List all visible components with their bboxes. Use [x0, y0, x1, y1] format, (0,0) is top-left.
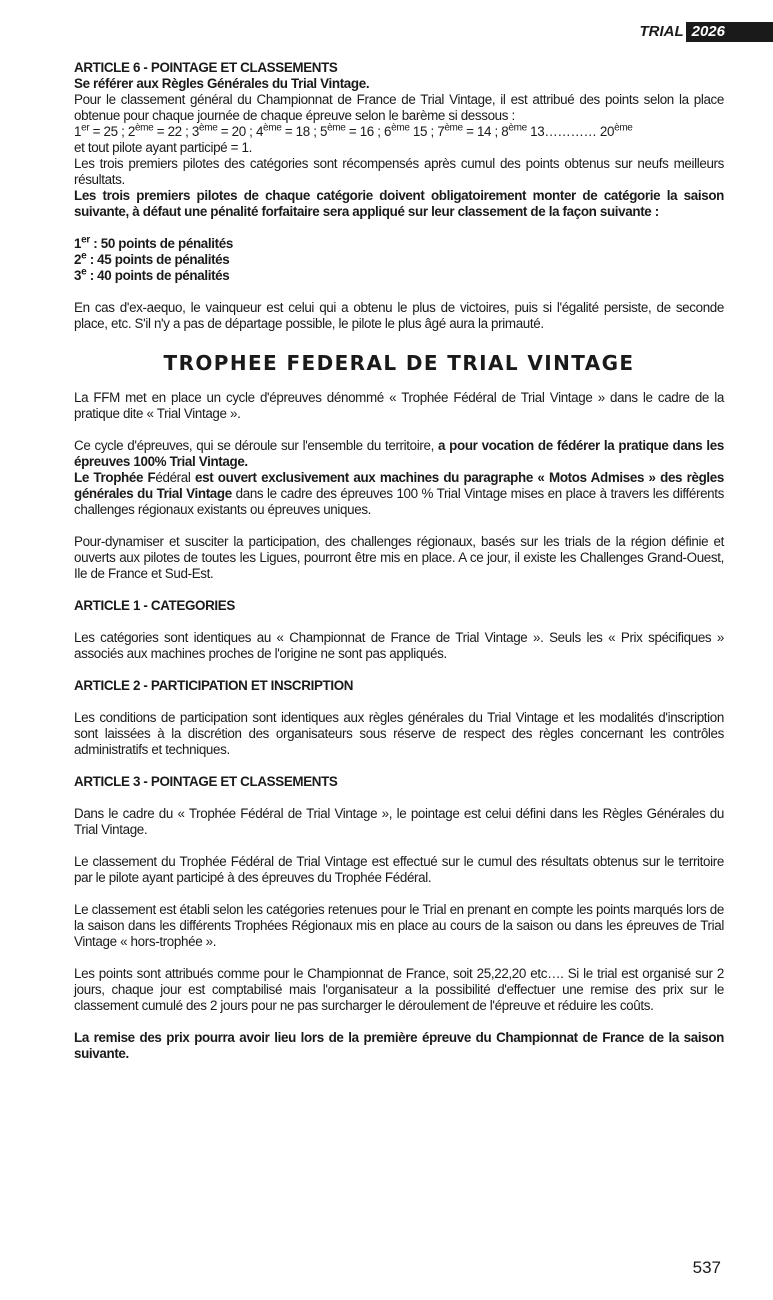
trophy-purpose: Ce cycle d'épreuves, qui se déroule sur l'ensemble du territoire, a pour vocation de fédérer la pratique dans les épreuves 100% Trial Vintage. [74, 438, 724, 469]
penalty-item: 3e : 40 points de pénalités [74, 266, 230, 283]
trophy-challenges: Pour-dynamiser et susciter la participation, des challenges régionaux, basés sur les trials de la région définie et ouverts aux pilotes de toutes les Ligues, pourront être mis en place. A ce jour, il existe les Challenges Grand-Ouest, Ile de France et Sud-Est. [74, 534, 724, 581]
article3-text-5: La remise des prix pourra avoir lieu lors de la première épreuve du Championnat de France de la saison suivante. [74, 1030, 724, 1061]
all-riders-points: et tout pilote ayant participé = 1. [74, 140, 252, 155]
document-body [74, 60, 724, 1062]
tie-break-text: En cas d'ex-aequo, le vainqueur est celui qui a obtenu le plus de victoires, puis si l'égalité persiste, de seconde place, etc. S'il n'y a pas de départage possible, le pilote le plus âgé aura la primauté. [74, 300, 724, 331]
article1-text: Les catégories sont identiques au « Championnat de France de Trial Vintage ». Seuls les « Prix spécifiques » associés aux machines proches de l'origine ne sont pas appliqués. [74, 630, 724, 661]
trophy-intro: La FFM met en place un cycle d'épreuves dénommé « Trophée Fédéral de Trial Vintage » dans le cadre de la pratique dite « Trial Vintage ». [74, 390, 724, 421]
header-word: TRIAL [639, 23, 684, 40]
penalty-item: 1er : 50 points de pénalités [74, 234, 233, 251]
trophy-eligibility: Le Trophée Fédéral est ouvert exclusivement aux machines du paragraphe « Motos Admises » des règles générales du Trial Vintage dans le cadre des épreuves 100 % Trial Vintage mises en place à travers les différents challenges régionaux existants ou épreuves uniques. [74, 470, 724, 517]
section-title: TROPHEE FEDERAL DE TRIAL VINTAGE [163, 351, 635, 375]
article2-heading: ARTICLE 2 - PARTICIPATION ET INSCRIPTION [74, 678, 354, 693]
article3-heading: ARTICLE 3 - POINTAGE ET CLASSEMENTS [74, 774, 338, 789]
header-tag [639, 22, 773, 42]
article3-text-3: Le classement est établi selon les catégories retenues pour le Trial en prenant en compte les points marqués lors de la saison dans les différents Trophées Régionaux mis en place au cours de la saison ou dans les épreuves de Trial Vintage « hors-trophée ». [74, 902, 724, 949]
points-scale: 1er = 25 ; 2ème = 22 ; 3ème = 20 ; 4ème = 18 ; 5ème = 16 ; 6ème 15 ; 7ème = 14 ; 8ème 13………… 20ème [74, 122, 633, 139]
article1-heading: ARTICLE 1 - CATEGORIES [74, 598, 235, 613]
header-year: 2026 [686, 22, 773, 42]
article3-text-1: Dans le cadre du « Trophée Fédéral de Trial Vintage », le pointage est celui défini dans les Règles Générales du Trial Vintage. [74, 806, 724, 837]
article6-intro: Pour le classement général du Championnat de France de Trial Vintage, il est attribué des points selon la place obtenue pour chaque journée de chaque épreuve selon le barème si dessous : [74, 92, 724, 123]
article2-text: Les conditions de participation sont identiques aux règles générales du Trial Vintage et les modalités d'inscription sont laissées à la discrétion des organisateurs sous réserve de respect des règles concernant les contrôles administratifs et techniques. [74, 710, 724, 757]
rewards-text: Les trois premiers pilotes des catégories sont récompensés après cumul des points obtenus sur neufs meilleurs résultats. [74, 156, 724, 187]
article6-heading: ARTICLE 6 - POINTAGE ET CLASSEMENTS [74, 60, 338, 75]
article6-subheading: Se référer aux Règles Générales du Trial Vintage. [74, 76, 370, 91]
penalty-item: 2e : 45 points de pénalités [74, 250, 230, 267]
article3-text-2: Le classement du Trophée Fédéral de Trial Vintage est effectué sur le cumul des résultats obtenus sur le territoire par le pilote ayant participé à des épreuves du Trophée Fédéral. [74, 854, 724, 885]
page-number: 537 [692, 1258, 721, 1277]
category-rule: Les trois premiers pilotes de chaque catégorie doivent obligatoirement monter de catégorie la saison suivante, à défaut une pénalité forfaitaire sera appliqué sur leur classement de la façon suivante : [74, 188, 724, 219]
article3-text-4: Les points sont attribués comme pour le Championnat de France, soit 25,22,20 etc…. Si le trial est organisé sur 2 jours, chaque jour est comptabilisé mais l'organisateur a la possibilité d'effectuer une remise des prix sur le classement cumulé des 2 jours pour ne pas surcharger le déroulement de l'épreuve et réduire les coûts. [74, 966, 724, 1013]
